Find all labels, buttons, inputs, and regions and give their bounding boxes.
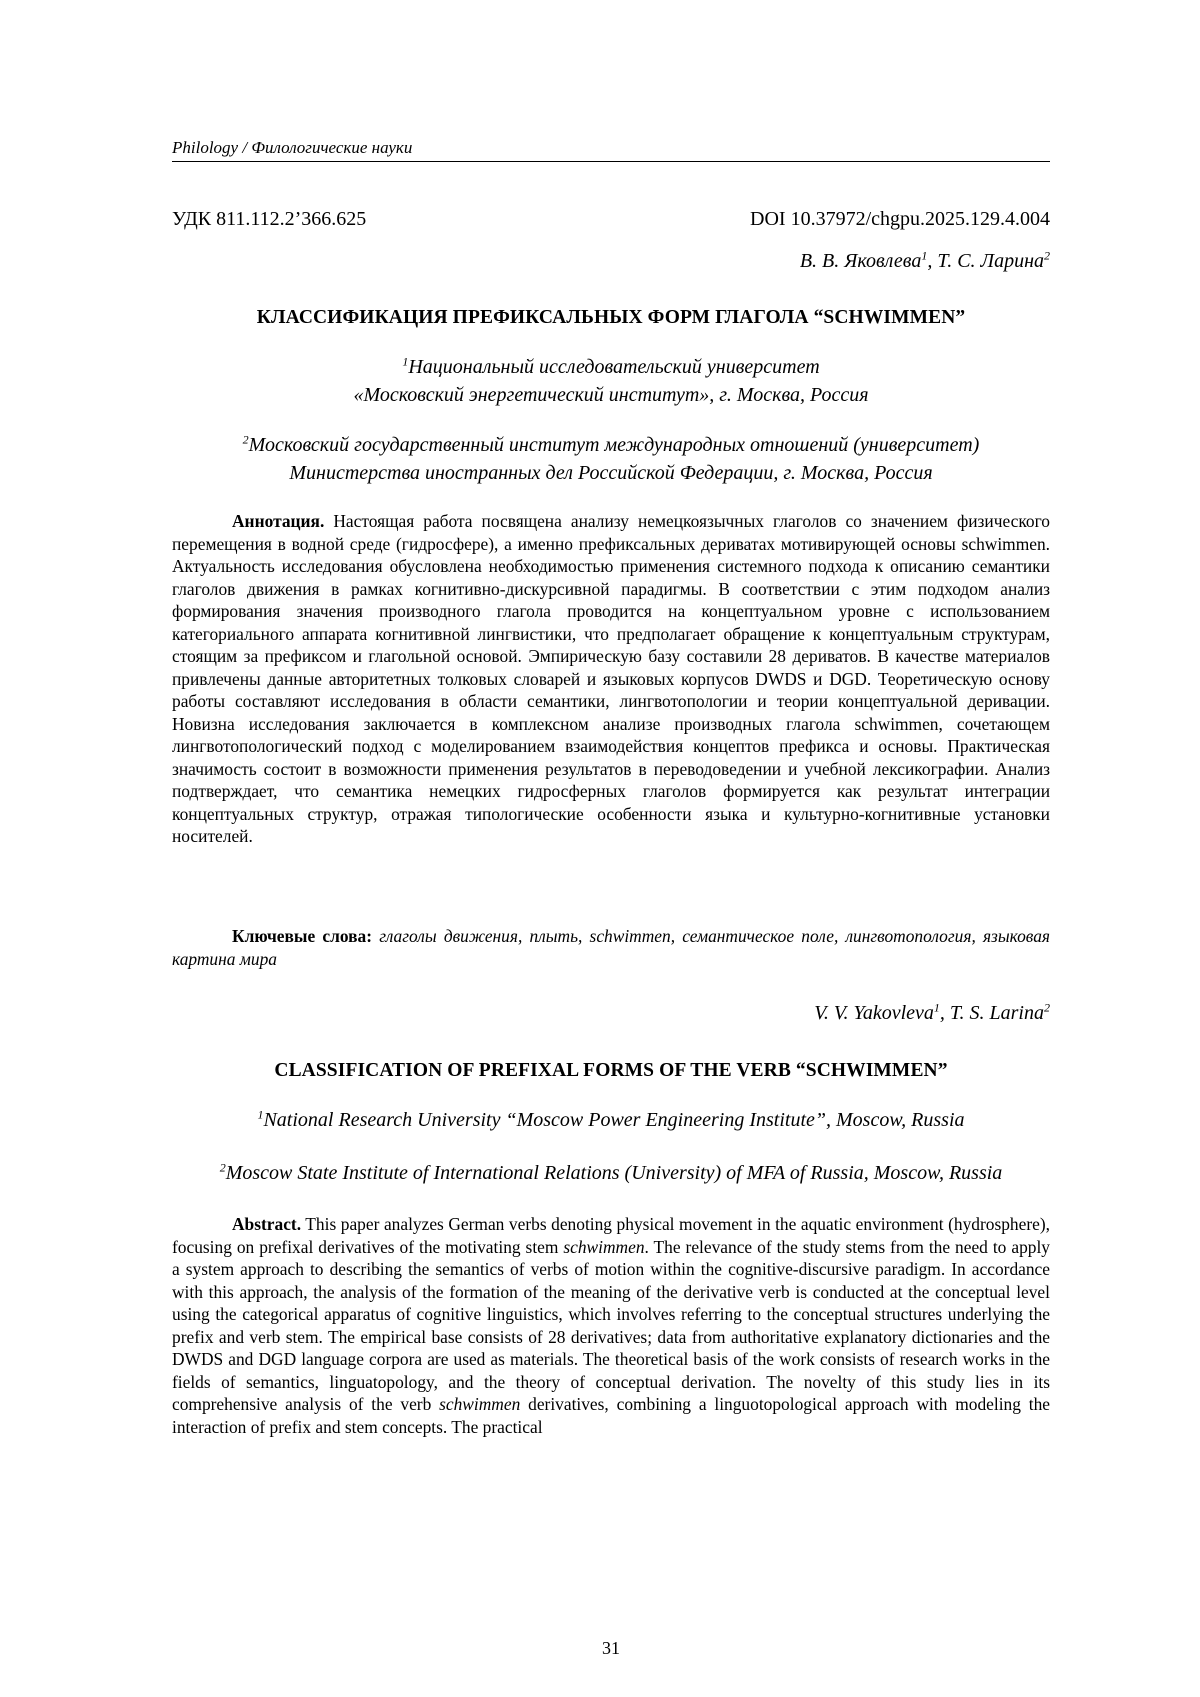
ru-abstract (172, 510, 1050, 848)
ru-authors (172, 248, 1050, 274)
en-author-1: V. V. Yakovleva (814, 1002, 934, 1024)
ru-abstract-label: Аннотация. (232, 511, 325, 531)
ru-abstract-text: Настоящая работа посвящена анализу немецкоязычных глаголов со значением физического перемещения в водной среде (гидросфере), а именно префиксальных дериватах мотивирующей основы schwimmen. Актуальность исследования обусловлена необходимостью применения системного подхода к описанию семантики глаголов движения в рамках когнитивно-дискурсивной парадигмы. В соответствии с этим подходом анализ формирования значения производного глагола проводится на концептуальном уровне с использованием категориального аппарата когнитивной лингвистики, что предполагает обращение к концептуальным структурам, стоящим за префиксом и глагольной основой. Эмпирическую базу составили 28 дериватов. В качестве материалов привлечены данные авторитетных толковых словарей и языковых корпусов DWDS и DGD. Теоретическую основу работы составляют исследования в области семантики, лингвотопологии и теории концептуальной деривации. Новизна исследования заключается в комплексном анализе производных глагола schwimmen, сочетающем лингвотопологический подход с моделированием взаимодействия концептов префикса и основы. Практическая значимость состоит в возможности применения результатов в переводоведении и учебной лексикографии. Анализ подтверждает, что семантика немецких гидросферных глаголов формируется как результат интеграции концептуальных структур, отражая типологические особенности языка и культурно-когнитивные установки носителей. (172, 511, 1050, 846)
ru-author-1: В. В. Яковлева (799, 250, 922, 272)
en-abstract-term: schwimmen (563, 1236, 645, 1257)
ru-author-2: Т. С. Ларина (937, 250, 1044, 272)
en-title: CLASSIFICATION OF PREFIXAL FORMS OF THE VERB “SCHWIMMEN” (274, 1060, 948, 1081)
en-affiliation-2: $^2$Moscow State Institute of International Relations (University) of MFA of Russia, Moscow, Russia (219, 1160, 1003, 1184)
en-author-2-mark: 2 (1044, 1000, 1050, 1015)
ru-affiliation-1 (172, 353, 1050, 409)
en-abstract-label: Abstract. (232, 1214, 302, 1234)
ru-affiliation-1-line-2: «Московский энергетический институт», г. Москва, Россия (353, 384, 869, 406)
ru-affiliation-1-line-1: $^1$Национальный исследовательский университет (402, 354, 820, 378)
ru-keywords (172, 925, 1050, 970)
en-affiliation-2-mark: 2 (219, 1160, 226, 1175)
ru-affiliation-2-line-1: $^2$Московский государственный институт международных отношений (университет) (242, 432, 980, 456)
en-author-1-mark: 1 (933, 1000, 940, 1015)
ru-affiliation-2-mark: 2 (242, 432, 249, 447)
en-affiliation-1: $^1$National Research University “Moscow Power Engineering Institute”, Moscow, Russia (257, 1107, 965, 1131)
ru-title: КЛАССИФИКАЦИЯ ПРЕФИКСАЛЬНЫХ ФОРМ ГЛАГОЛА “SCHWIMMEN” (256, 307, 966, 328)
identifiers-row (172, 206, 1050, 232)
en-affiliation-1-mark: 1 (257, 1107, 264, 1122)
en-authors (172, 1000, 1050, 1026)
running-head: Philology / Филологические науки (172, 136, 1050, 162)
ru-keywords-list: глаголы движения, плыть, schwimmen, семантическое поле, лингвотопология, языковая картина мира (172, 926, 1050, 969)
doi[interactable]: DOI 10.37972/chgpu.2025.129.4.004 (750, 208, 1050, 230)
ru-author-1-mark: 1 (921, 248, 928, 263)
ru-affiliation-1-mark: 1 (402, 354, 409, 369)
page-number: 31 (602, 1638, 620, 1658)
udk-code: УДК 811.112.2’366.625 (172, 208, 367, 230)
en-author-2: T. S. Larina (949, 1002, 1044, 1024)
ru-keywords-label: Ключевые слова: (232, 926, 373, 946)
ru-author-2-mark: 2 (1044, 248, 1050, 263)
en-author-separator: , (939, 1002, 950, 1024)
en-abstract-term: schwimmen (439, 1394, 521, 1414)
ru-affiliation-2-line-2: Министерства иностранных дел Российской Федерации, г. Москва, Россия (289, 462, 933, 484)
ru-affiliation-2 (172, 431, 1050, 487)
ru-author-separator: , (927, 250, 938, 272)
en-abstract: Abstract. This paper analyzes German verbs denoting physical movement in the aquatic environment (hydrosphere), focusing on prefixal derivatives of the motivating stem schwimmen. The relevance of the study stems from the need to apply a system approach to describing the semantics of verbs of motion within the cognitive-discursive paradigm. In accordance with this approach, the analysis of the formation of the meaning of the derivative verb is conducted at the conceptual level using the categorical apparatus of cognitive linguistics, which involves referring to the conceptual structures underlying the prefix and verb stem. The empirical base consists of 28 derivatives; data from authoritative explanatory dictionaries and the DWDS and DGD language corpora are used as materials. The theoretical basis of the work consists of research works in the fields of semantics, linguatopology, and the theory of conceptual derivation. The novelty of this study lies in its comprehensive analysis of the verb schwimmen derivatives, combining a linguotopological approach with modeling the interaction of prefix and stem concepts. The practical (172, 1214, 1050, 1437)
